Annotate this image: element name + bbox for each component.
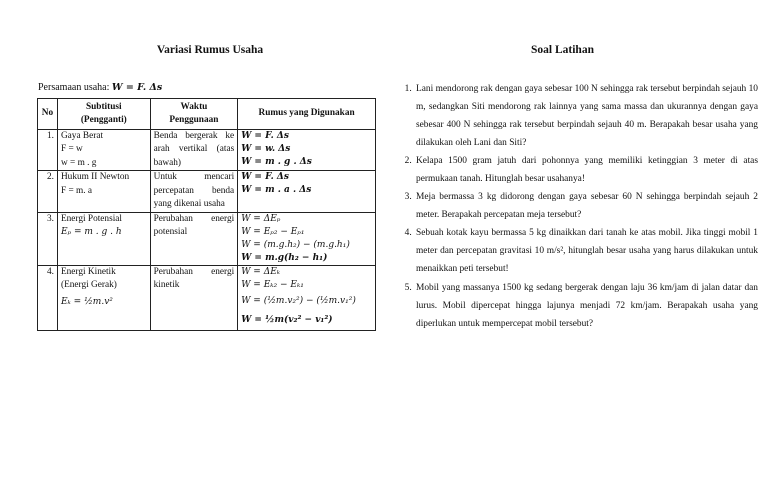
table-row	[38, 212, 376, 265]
header-rumus: Rumus yang Digunakan	[238, 99, 376, 130]
equation-formula: W = F. Δs	[111, 82, 163, 93]
header-waktu-line2: Penggunaan	[169, 115, 219, 125]
formula-cell	[238, 130, 376, 171]
section-title-soal-latihan: Soal Latihan	[531, 44, 594, 56]
row-number: 3.	[38, 212, 58, 265]
substitution-cell	[57, 212, 150, 265]
header-no: No	[38, 99, 58, 130]
formula-line: W = (m.g.h₂) − (m.g.h₁)	[241, 239, 350, 250]
equation-label: Persamaan usaha:	[38, 82, 112, 93]
substitution-line: Gaya Berat	[60, 131, 104, 141]
header-subtitusi-line1: Subtitusi	[85, 101, 122, 112]
usage-cell: Perubahan energi kinetik	[150, 266, 238, 331]
table-row	[38, 266, 376, 331]
header-subtitusi	[57, 99, 150, 130]
table-row	[38, 130, 376, 171]
formula-line: W = ½m(v₂² − v₁²)	[241, 314, 333, 325]
formula-line: W = Eₖ₂ − Eₖ₁	[241, 280, 304, 291]
substitution-line: Eₖ = ½m.v²	[60, 296, 113, 307]
substitution-cell	[57, 130, 150, 171]
row-number: 1.	[38, 130, 58, 171]
formula-cell	[238, 171, 376, 212]
formula-cell	[238, 212, 376, 265]
equation-line	[38, 82, 162, 93]
formula-line: W = ΔEₚ	[241, 213, 281, 224]
formula-line: W = (½m.v₂²) − (½m.v₁²)	[241, 296, 356, 307]
formula-line: W = Eₚ₂ − Eₚ₁	[241, 226, 305, 237]
section-title-variasi-rumus: Variasi Rumus Usaha	[156, 44, 264, 56]
formula-line: W = m . a . Δs	[241, 185, 312, 196]
substitution-line: Hukum II Newton	[60, 172, 130, 183]
formula-table	[37, 98, 376, 331]
table-row	[38, 171, 376, 212]
substitution-line: Eₚ = m . g . h	[60, 227, 122, 238]
usage-cell: Perubahan energi potensial	[150, 212, 238, 265]
substitution-line: Energi Kinetik	[60, 267, 116, 277]
substitution-line: w = m . g	[60, 157, 97, 168]
list-item: 2. Kelapa 1500 gram jatuh dari pohonnya yang memiliki ketinggian 3 meter di atas permukaan tanah. Hitunglah besar usahanya!	[414, 152, 758, 188]
substitution-line: (Energi Gerak)	[60, 280, 117, 291]
header-waktu	[150, 99, 238, 130]
exercise-list	[386, 80, 758, 333]
substitution-line: Energi Potensial	[60, 213, 122, 224]
formula-line: W = F. Δs	[241, 131, 289, 141]
list-item: 5. Mobil yang massanya 1500 kg sedang bergerak dengan laju 36 km/jam di jalan datar dan lurus. Mobil dipercepat hingga lajunya menjadi 72 km/jam. Berapakah usaha yang diperlukan untuk mempercepat mobil tersebut?	[414, 279, 758, 333]
formula-line: W = m.g(h₂ − h₁)	[241, 252, 328, 263]
formula-line: W = m . g . Δs	[241, 157, 312, 168]
list-item: 1. Lani mendorong rak dengan gaya sebesar 100 N sehingga rak tersebut berpindah sejauh 10 m, sedangkan Siti mendorong rak lainnya yang sama massa dan ukurannya dengan gaya sebesar 400 N sehingga rak tersebut berpindah sejauh 40 m. Berapakah besar usaha yang dilakukan oleh Lani dan Siti?	[414, 80, 758, 152]
row-number: 2.	[38, 171, 58, 212]
row-number: 4.	[38, 266, 58, 331]
list-item: 4. Sebuah kotak kayu bermassa 5 kg dinaikkan dari tanah ke atas mobil. Jika tinggi mobil 1 meter dan percepatan gravitasi 10 m/s², hitunglah besar usaha yang harus dilakukan untuk menaikkan peti tersebut!	[414, 224, 758, 278]
table-header-row	[38, 99, 376, 130]
substitution-cell	[57, 171, 150, 212]
usage-cell: Untuk mencari percepatan benda yang dikenai usaha	[150, 171, 238, 212]
substitution-line: F = w	[60, 144, 83, 155]
formula-cell	[238, 266, 376, 331]
list-item: 3. Meja bermassa 3 kg didorong dengan gaya sebesar 60 N sehingga berpindah sejauh 2 meter. Berapakah percepatan meja tersebut?	[414, 188, 758, 224]
header-subtitusi-line2: (Pengganti)	[80, 115, 127, 125]
formula-line: W = w. Δs	[241, 144, 291, 155]
header-waktu-line1: Waktu	[180, 101, 208, 112]
substitution-line: F = m. a	[60, 185, 93, 196]
formula-line: W = F. Δs	[241, 172, 289, 183]
usage-cell: Benda bergerak ke arah vertikal (atas bawah)	[150, 130, 238, 171]
formula-line: W = ΔEₖ	[241, 267, 281, 277]
substitution-cell	[57, 266, 150, 331]
